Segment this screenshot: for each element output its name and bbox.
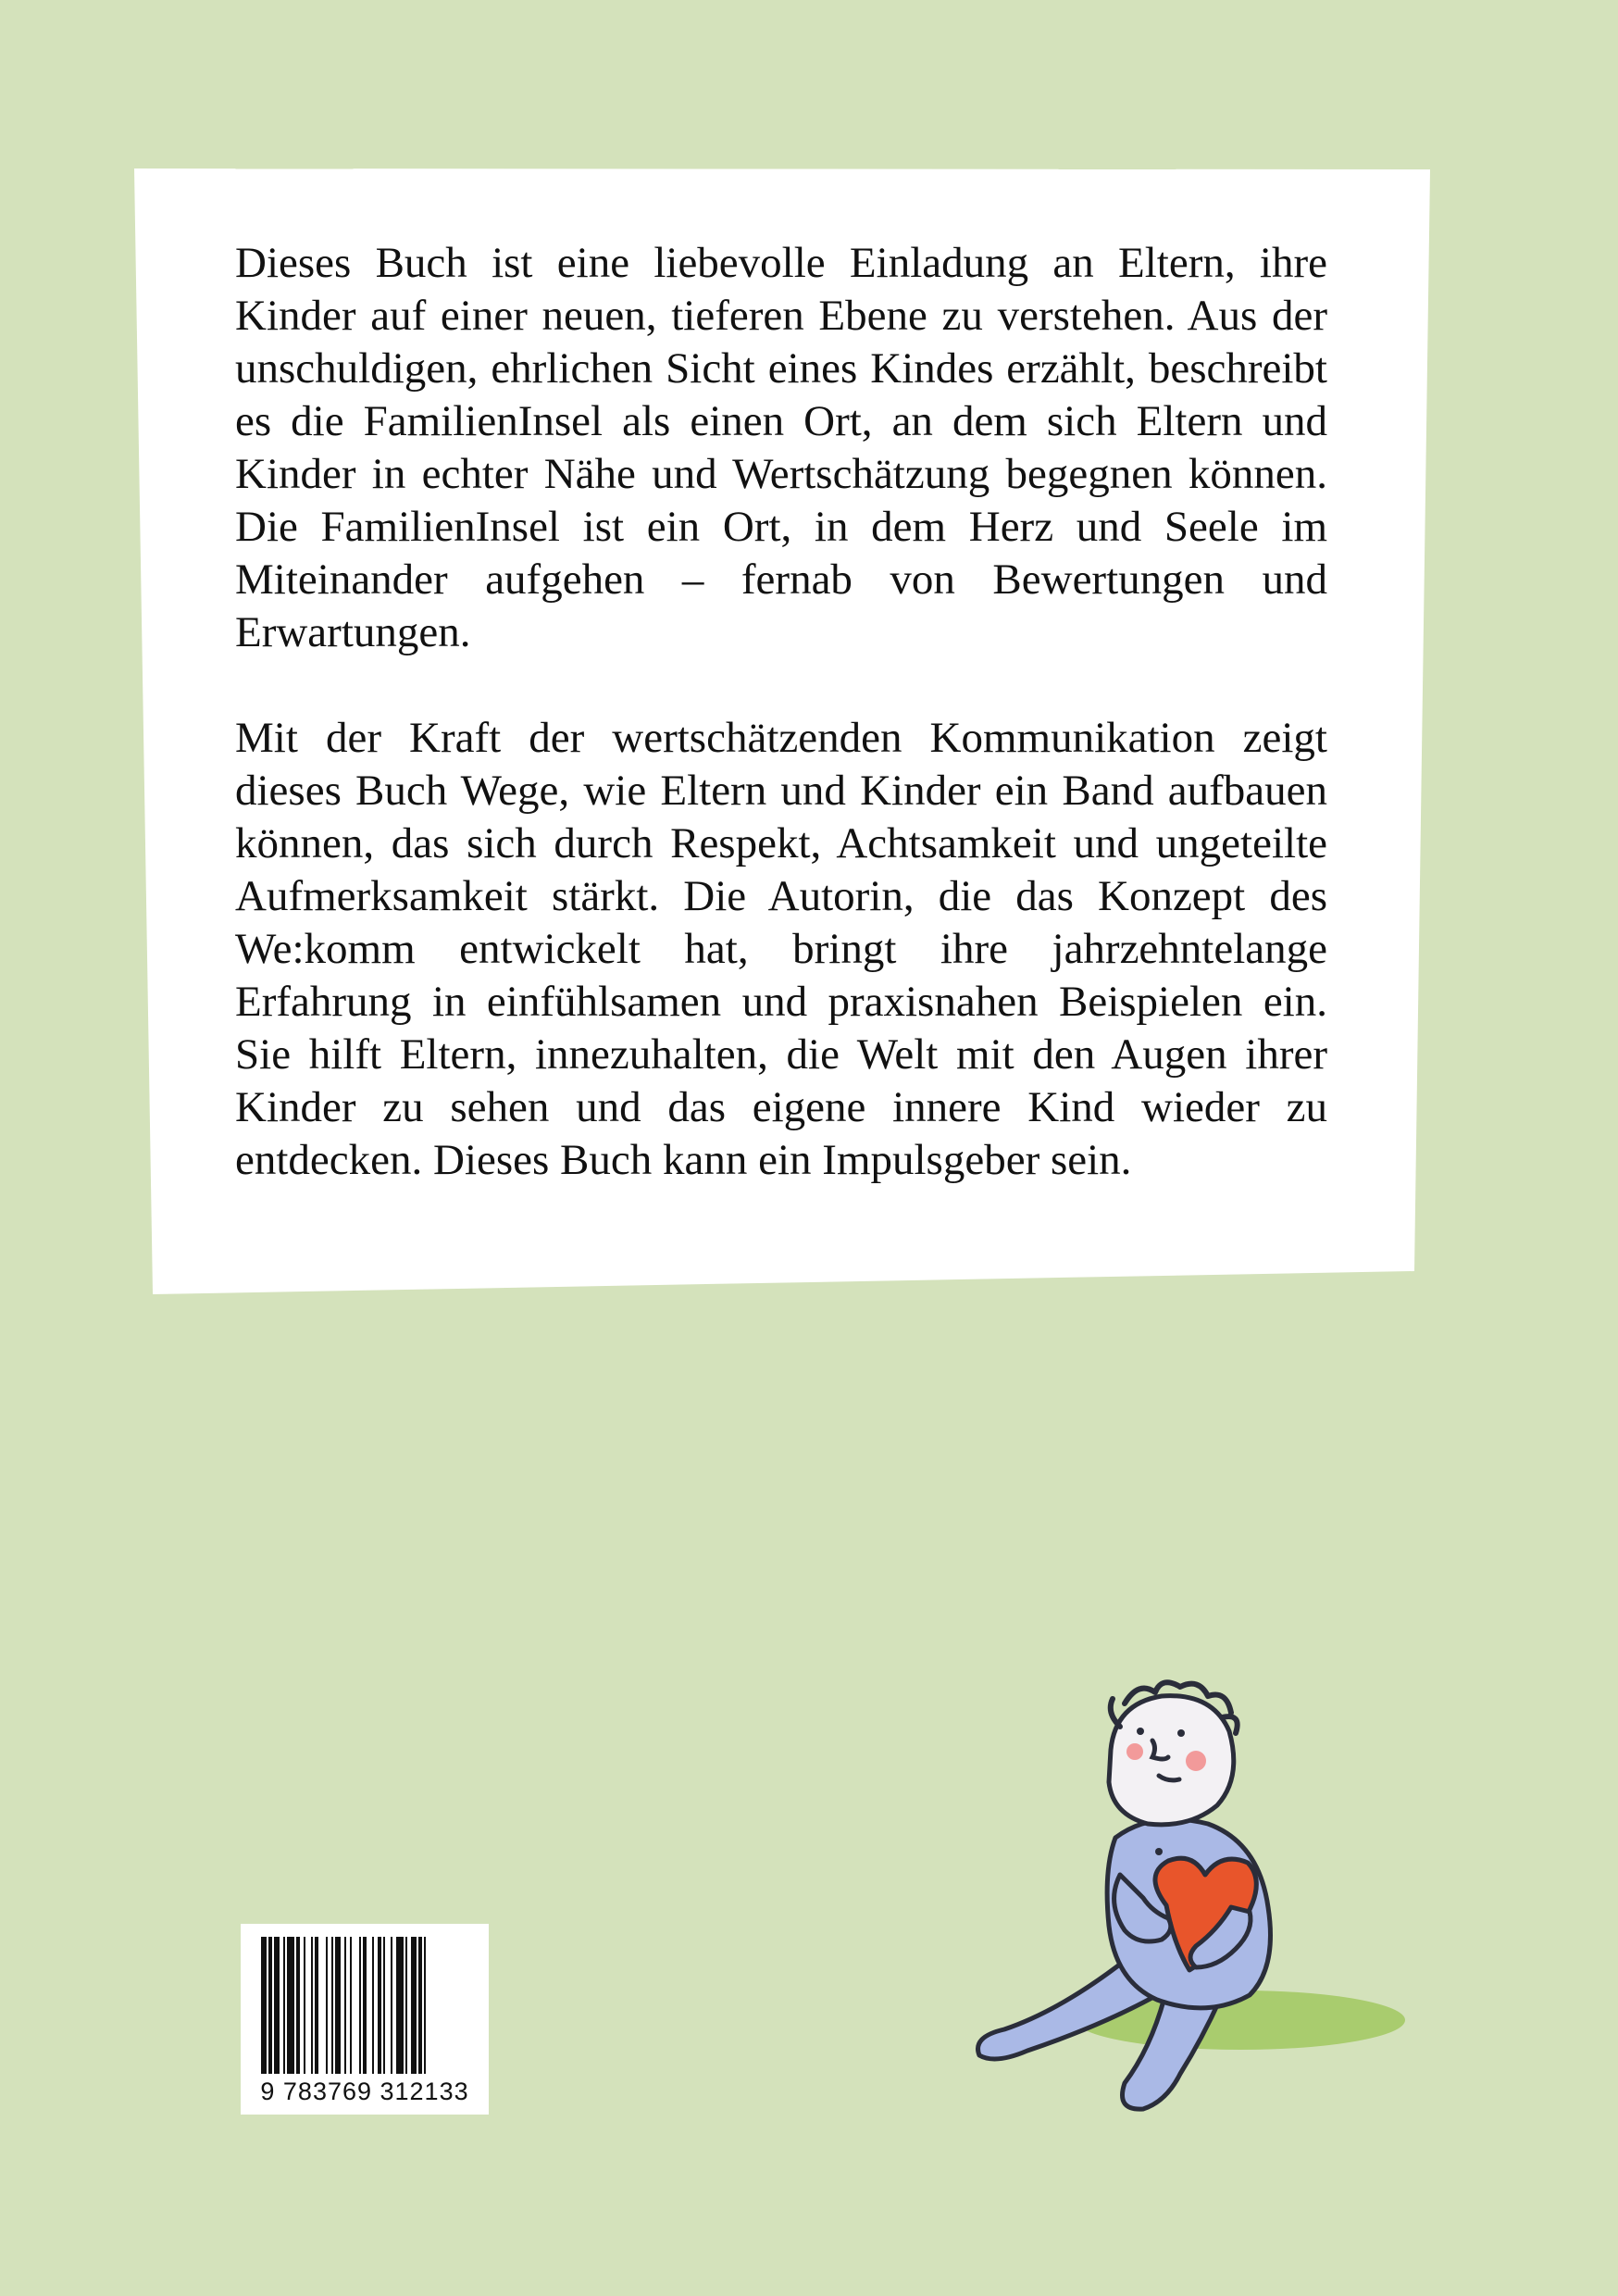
child-eye bbox=[1137, 1728, 1144, 1735]
barcode-bar bbox=[363, 1937, 367, 2074]
barcode-bar bbox=[283, 1937, 285, 2074]
barcode-bar bbox=[315, 1937, 318, 2074]
barcode-bar bbox=[405, 1937, 407, 2074]
barcode-bar bbox=[359, 1937, 361, 2074]
child-eye bbox=[1177, 1729, 1185, 1737]
barcode-bar bbox=[335, 1937, 341, 2074]
barcode-bar bbox=[383, 1937, 385, 2074]
description-paragraph-2: Mit der Kraft der wertschätzenden Kommunikation zeigt dieses Buch Wege, wie Eltern und Kinder ein Band aufbauen können, das sich durch Respekt, Achtsamkeit und ungeteilte Aufmerksamkeit stärkt. Die Autorin, die das Konzept des We:komm entwickelt hat, bringt ihre jahrzehntelange Erfahrung in einfühlsamen und praxisnahen Beispielen ein. Sie hilft Eltern, innezuhalten, die Welt mit den Augen ihrer Kinder zu sehen und das eigene innere Kind wieder zu entdecken. Dieses Buch kann ein Impulsgeber sein. bbox=[235, 714, 1327, 1184]
description-text bbox=[235, 237, 1327, 1240]
child-button bbox=[1155, 1848, 1163, 1855]
barcode-bar bbox=[411, 1937, 417, 2074]
barcode-bar bbox=[344, 1937, 346, 2074]
barcode-bar bbox=[287, 1937, 294, 2074]
barcode-bar bbox=[391, 1937, 392, 2074]
barcode-bar bbox=[372, 1937, 374, 2074]
barcode-bar bbox=[296, 1937, 300, 2074]
barcode-bar bbox=[268, 1937, 272, 2074]
child-cheek bbox=[1186, 1751, 1206, 1771]
barcode-bar bbox=[331, 1937, 333, 2074]
barcode-bar bbox=[418, 1937, 422, 2074]
child-cheek bbox=[1126, 1743, 1143, 1760]
barcode-bar bbox=[274, 1937, 280, 2074]
description-paragraph-1: Dieses Buch ist eine liebevolle Einladung an Eltern, ihre Kinder auf einer neuen, tieferen Ebene zu verstehen. Aus der unschuldigen, ehrlichen Sicht eines Kindes erzählt, beschreibt es die FamilienInsel als einen Ort, an dem sich Eltern und Kinder in echter Nähe und Wertschätzung begegnen können. Die FamilienInsel ist ein Ort, in dem Herz und Seele im Miteinander aufgehen – fernab von Bewertungen und Erwartungen. bbox=[235, 239, 1327, 656]
barcode-bar bbox=[396, 1937, 404, 2074]
barcode-bar bbox=[304, 1937, 305, 2074]
barcode-bar bbox=[261, 1937, 267, 2074]
child-with-heart-illustration bbox=[953, 1676, 1425, 2139]
isbn-barcode bbox=[241, 1924, 489, 2115]
barcode-bar bbox=[326, 1937, 328, 2074]
isbn-number: 9 783769 312133 bbox=[260, 2078, 469, 2105]
child-head bbox=[1109, 1696, 1234, 1825]
barcode-bar bbox=[311, 1937, 313, 2074]
barcode-bar bbox=[350, 1937, 352, 2074]
barcode-bar bbox=[378, 1937, 381, 2074]
barcode-bar bbox=[424, 1937, 426, 2074]
